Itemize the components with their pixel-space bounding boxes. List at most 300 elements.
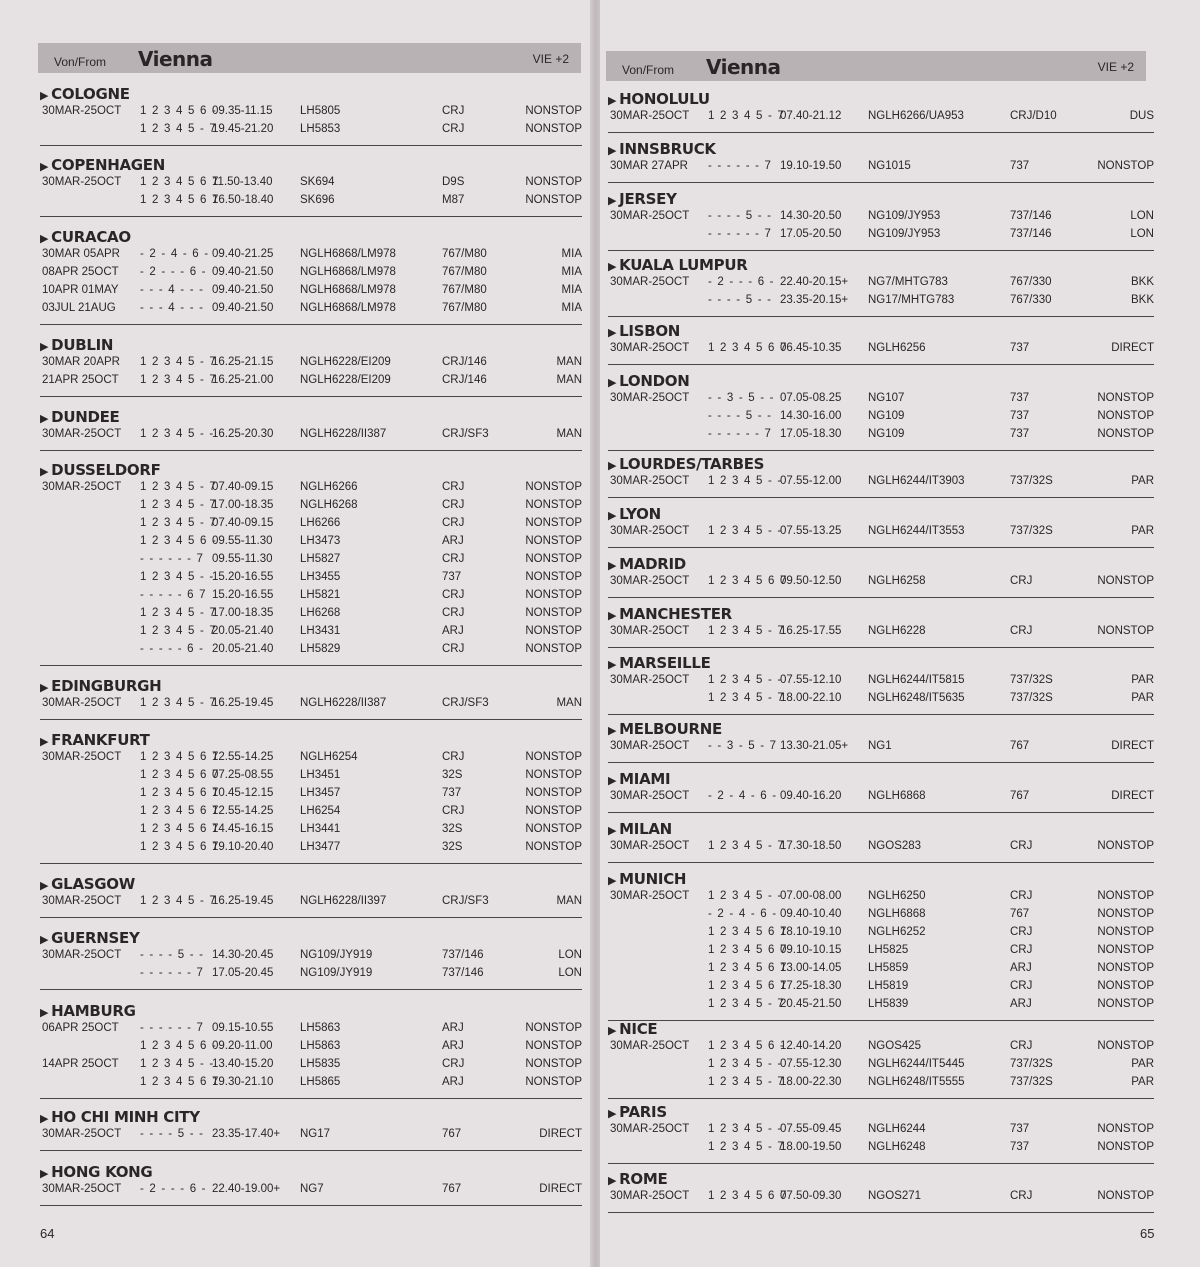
validity-period: 30MAR-25OCT (610, 840, 690, 852)
destination-label: DUSSELDORF (51, 461, 161, 479)
aircraft-type: CRJ (442, 517, 465, 529)
departure-arrival-times: 14.45-16.15 (212, 823, 274, 835)
destination-block (608, 720, 1154, 763)
destination-label: MARSEILLE (619, 654, 711, 672)
aircraft-type: CRJ (1010, 840, 1033, 852)
aircraft-type: CRJ (1010, 1190, 1033, 1202)
validity-period: 30MAR 27APR (610, 160, 688, 172)
operating-days: 1 2 3 4 5 - 7 (708, 110, 785, 122)
flight-number: NG107 (868, 392, 905, 404)
triangle-bullet-icon: ▶ (40, 1167, 49, 1180)
operating-days: - - 3 - 5 - 7 (708, 740, 778, 752)
operating-days: 1 2 3 4 5 - 7 (140, 607, 217, 619)
departure-arrival-times: 19.10-19.50 (780, 160, 842, 172)
departure-arrival-times: 17.00-18.35 (212, 607, 274, 619)
routing: NONSTOP (525, 481, 582, 493)
routing: NONSTOP (525, 194, 582, 206)
destination-block (608, 256, 1154, 317)
departure-arrival-times: 17.05-20.45 (212, 967, 274, 979)
destination-block (608, 455, 1154, 498)
flight-row (608, 998, 1154, 1016)
departure-arrival-times: 09.40-10.40 (780, 908, 842, 920)
flight-number: NGOS425 (868, 1040, 922, 1052)
aircraft-type: 767 (442, 1128, 462, 1140)
departure-arrival-times: 14.30-20.50 (780, 210, 842, 222)
destination-name (40, 228, 131, 246)
aircraft-type: CRJ/146 (442, 356, 487, 368)
left-page (0, 0, 592, 1267)
routing: NONSTOP (525, 499, 582, 511)
destination-block (608, 90, 1154, 133)
validity-period: 30MAR-25OCT (610, 674, 690, 686)
destination-block (608, 1170, 1154, 1213)
aircraft-type: CRJ (1010, 575, 1033, 587)
triangle-bullet-icon: ▶ (40, 412, 49, 425)
operating-days: 1 2 3 4 5 6 7 (708, 342, 788, 354)
destination-block (608, 555, 1154, 598)
departure-arrival-times: 09.15-10.55 (212, 1022, 274, 1034)
validity-period: 30MAR-25OCT (610, 525, 690, 537)
destination-block (608, 140, 1154, 183)
destination-label: DUNDEE (51, 408, 120, 426)
operating-days: 1 2 3 4 5 6 7 (140, 1076, 220, 1088)
flight-row (40, 481, 582, 499)
validity-period: 30MAR-25OCT (610, 1190, 690, 1202)
routing: NONSTOP (1097, 1040, 1154, 1052)
departure-arrival-times: 20.45-21.50 (780, 998, 842, 1010)
flight-number: NGLH6248 (868, 1141, 926, 1153)
routing: LON (1130, 210, 1154, 222)
routing: DIRECT (1111, 790, 1154, 802)
validity-period: 30MAR-25OCT (42, 1183, 122, 1195)
destination-name (40, 408, 120, 426)
departure-arrival-times: 07.55-12.10 (780, 674, 842, 686)
routing: PAR (1131, 525, 1154, 537)
origin-city: Vienna (138, 47, 213, 71)
aircraft-type: 767/330 (1010, 276, 1052, 288)
flight-row (40, 751, 582, 769)
operating-days: 1 2 3 4 5 - 7 (708, 625, 785, 637)
flight-number: NG7 (300, 1183, 324, 1195)
validity-period: 30MAR-25OCT (42, 697, 122, 709)
operating-days: 1 2 3 4 5 6 7 (140, 823, 220, 835)
flight-row (40, 589, 582, 607)
destination-block (40, 929, 582, 990)
routing: MIA (561, 302, 582, 314)
aircraft-type: CRJ (442, 643, 465, 655)
departure-arrival-times: 07.00-08.00 (780, 890, 842, 902)
destination-block (40, 228, 582, 325)
routing: BKK (1130, 294, 1154, 306)
routing: NONSTOP (1097, 926, 1154, 938)
operating-days: 1 2 3 4 5 - - (708, 674, 783, 686)
routing: PAR (1131, 475, 1154, 487)
validity-period: 03JUL 21AUG (42, 302, 116, 314)
departure-arrival-times: 20.05-21.40 (212, 625, 274, 637)
destination-block (608, 505, 1154, 548)
aircraft-type: CRJ/SF3 (442, 697, 489, 709)
routing: LON (1130, 228, 1154, 240)
operating-days: 1 2 3 4 5 - - (708, 1123, 783, 1135)
validity-period: 30MAR-25OCT (610, 276, 690, 288)
validity-period: 30MAR-25OCT (610, 342, 690, 354)
routing: NONSTOP (525, 769, 582, 781)
flight-row (608, 790, 1154, 808)
flight-row (40, 499, 582, 517)
flight-number: NG109/JY953 (868, 228, 941, 240)
routing: NONSTOP (525, 105, 582, 117)
routing: NONSTOP (1097, 575, 1154, 587)
departure-arrival-times: 17.25-18.30 (780, 980, 842, 992)
departure-arrival-times: 07.25-08.55 (212, 769, 274, 781)
departure-arrival-times: 22.40-20.15+ (780, 276, 849, 288)
routing: NONSTOP (525, 176, 582, 188)
operating-days: 1 2 3 4 5 - 7 (140, 625, 217, 637)
operating-days: 1 2 3 4 5 - 7 (140, 374, 217, 386)
aircraft-type: CRJ (442, 553, 465, 565)
flight-number: LH3477 (300, 841, 341, 853)
flight-row (608, 980, 1154, 998)
operating-days: 1 2 3 4 5 6 7 (140, 176, 220, 188)
operating-days: - - - - 5 - - (708, 410, 773, 422)
flight-row (608, 228, 1154, 246)
operating-days: - - - - 5 - - (140, 1128, 205, 1140)
flight-row (40, 535, 582, 553)
departure-arrival-times: 16.25-20.30 (212, 428, 274, 440)
triangle-bullet-icon: ▶ (608, 1107, 617, 1120)
departure-arrival-times: 23.35-17.40+ (212, 1128, 281, 1140)
departure-arrival-times: 09.35-11.15 (212, 105, 273, 117)
destination-name (40, 85, 130, 103)
operating-days: 1 2 3 4 5 - 7 (708, 1141, 785, 1153)
operating-days: 1 2 3 4 5 - - (140, 1058, 215, 1070)
departure-arrival-times: 13.30-21.05+ (780, 740, 849, 752)
operating-days: 1 2 3 4 5 6 7 (140, 841, 220, 853)
flight-row (608, 1076, 1154, 1094)
triangle-bullet-icon: ▶ (608, 724, 617, 737)
departure-arrival-times: 07.55-13.25 (780, 525, 842, 537)
flight-number: NG1 (868, 740, 892, 752)
operating-days: 1 2 3 4 5 6 7 (708, 980, 788, 992)
destination-block (608, 870, 1154, 1021)
flight-number: NG109/JY919 (300, 949, 373, 961)
departure-arrival-times: 16.50-18.40 (212, 194, 274, 206)
destination-name (40, 1108, 200, 1126)
flight-row (40, 1040, 582, 1058)
routing: MAN (556, 356, 582, 368)
flight-row (40, 517, 582, 535)
routing: NONSTOP (525, 625, 582, 637)
validity-period: 30MAR-25OCT (610, 790, 690, 802)
routing: DUS (1129, 110, 1154, 122)
routing: DIRECT (1111, 740, 1154, 752)
operating-days: - 2 - 4 - 6 - (708, 790, 778, 802)
triangle-bullet-icon: ▶ (608, 774, 617, 787)
routing: MAN (556, 374, 582, 386)
destination-block (608, 322, 1154, 365)
routing: BKK (1130, 276, 1154, 288)
destination-block (40, 731, 582, 864)
flight-row (608, 525, 1154, 543)
validity-period: 10APR 01MAY (42, 284, 119, 296)
aircraft-type: 32S (442, 769, 463, 781)
aircraft-type: CRJ (442, 499, 465, 511)
destination-block (608, 605, 1154, 648)
validity-period: 30MAR-25OCT (42, 1128, 122, 1140)
aircraft-type: CRJ (442, 105, 465, 117)
departure-arrival-times: 12.55-14.25 (212, 751, 274, 763)
routing: NONSTOP (1097, 944, 1154, 956)
routing: NONSTOP (1097, 428, 1154, 440)
flight-number: NGLH6228/II387 (300, 697, 387, 709)
flight-number: NGLH6868/LM978 (300, 284, 396, 296)
routing: LON (558, 949, 582, 961)
flight-number: NGLH6244/IT5445 (868, 1058, 965, 1070)
flight-row (40, 805, 582, 823)
destination-label: COLOGNE (51, 85, 130, 103)
operating-days: 1 2 3 4 5 6 - (140, 1040, 217, 1052)
operating-days: 1 2 3 4 5 - 7 (140, 499, 217, 511)
destination-label: KUALA LUMPUR (619, 256, 748, 274)
operating-days: - - - - - 6 7 (140, 589, 207, 601)
flight-number: NG17/MHTG783 (868, 294, 955, 306)
flight-row (40, 1183, 582, 1201)
von-from-label: Von/From (54, 55, 107, 69)
flight-number: LH5865 (300, 1076, 341, 1088)
aircraft-type: CRJ (442, 481, 465, 493)
aircraft-type: 737 (1010, 410, 1030, 422)
flight-row (40, 123, 582, 141)
validity-period: 30MAR-25OCT (42, 428, 122, 440)
flight-row (40, 266, 582, 284)
validity-period: 30MAR-25OCT (42, 895, 122, 907)
flight-row (608, 1190, 1154, 1208)
aircraft-type: D9S (442, 176, 465, 188)
flight-row (40, 823, 582, 841)
validity-period: 21APR 25OCT (42, 374, 119, 386)
departure-arrival-times: 11.50-13.40 (212, 176, 273, 188)
flight-number: NGLH6250 (868, 890, 926, 902)
flight-number: NGLH6252 (868, 926, 926, 938)
triangle-bullet-icon: ▶ (608, 609, 617, 622)
triangle-bullet-icon: ▶ (608, 194, 617, 207)
aircraft-type: 767/M80 (442, 284, 487, 296)
triangle-bullet-icon: ▶ (608, 326, 617, 339)
aircraft-type: 737/146 (1010, 210, 1052, 222)
flight-row (40, 302, 582, 320)
destination-name (40, 677, 161, 695)
validity-period: 30MAR-25OCT (610, 1123, 690, 1135)
aircraft-type: CRJ (442, 123, 465, 135)
aircraft-type: CRJ/SF3 (442, 895, 489, 907)
routing: MAN (556, 428, 582, 440)
flight-number: NG1015 (868, 160, 911, 172)
destination-block (40, 408, 582, 451)
operating-days: 1 2 3 4 5 6 - (708, 1040, 785, 1052)
departure-arrival-times: 15.20-16.55 (212, 571, 274, 583)
aircraft-type: 767/M80 (442, 266, 487, 278)
departure-arrival-times: 07.40-09.15 (212, 481, 274, 493)
triangle-bullet-icon: ▶ (608, 459, 617, 472)
routing: DIRECT (1111, 342, 1154, 354)
destination-label: CURACAO (51, 228, 131, 246)
routing: NONSTOP (525, 1040, 582, 1052)
destination-block (40, 875, 582, 918)
departure-arrival-times: 09.40-16.20 (780, 790, 842, 802)
routing: NONSTOP (525, 1022, 582, 1034)
routing: NONSTOP (525, 517, 582, 529)
triangle-bullet-icon: ▶ (40, 89, 49, 102)
destination-block (608, 820, 1154, 863)
flight-number: LH3473 (300, 535, 341, 547)
flight-row (608, 926, 1154, 944)
validity-period: 14APR 25OCT (42, 1058, 119, 1070)
destination-block (40, 1108, 582, 1151)
aircraft-type: 767 (1010, 740, 1030, 752)
operating-days: - - - - - - 7 (140, 967, 205, 979)
routing: NONSTOP (1097, 1141, 1154, 1153)
destination-name (40, 156, 165, 174)
aircraft-type: CRJ (1010, 1040, 1033, 1052)
destination-name (608, 605, 732, 623)
flight-number: NGLH6248/IT5635 (868, 692, 965, 704)
triangle-bullet-icon: ▶ (608, 874, 617, 887)
aircraft-type: 737 (1010, 160, 1030, 172)
flight-number: NGLH6266/UA953 (868, 110, 964, 122)
operating-days: - 2 - - - 6 - (140, 1183, 207, 1195)
destination-name (40, 461, 161, 479)
operating-days: - - - - 5 - - (140, 949, 205, 961)
operating-days: 1 2 3 4 5 - - (140, 428, 215, 440)
validity-period: 30MAR-25OCT (42, 949, 122, 961)
routing: NONSTOP (1097, 625, 1154, 637)
aircraft-type: 32S (442, 823, 463, 835)
validity-period: 30MAR 05APR (42, 248, 120, 260)
destination-label: HAMBURG (51, 1002, 136, 1020)
routing: NONSTOP (1097, 1190, 1154, 1202)
flight-number: SK696 (300, 194, 335, 206)
destination-name (608, 1020, 657, 1038)
departure-arrival-times: 10.45-12.15 (212, 787, 274, 799)
flight-number: LH5835 (300, 1058, 341, 1070)
flight-number: NGLH6266 (300, 481, 358, 493)
aircraft-type: 737 (1010, 1123, 1030, 1135)
aircraft-type: CRJ/SF3 (442, 428, 489, 440)
destination-label: MIAMI (619, 770, 671, 788)
validity-period: 08APR 25OCT (42, 266, 119, 278)
destination-block (40, 461, 582, 666)
flight-number: NGLH6868/LM978 (300, 302, 396, 314)
aircraft-type: 737 (442, 787, 462, 799)
destination-block (608, 654, 1154, 715)
routing: NONSTOP (1097, 980, 1154, 992)
flight-row (40, 841, 582, 859)
aircraft-type: 737/146 (1010, 228, 1052, 240)
departure-arrival-times: 23.35-20.15+ (780, 294, 849, 306)
aircraft-type: 737 (1010, 392, 1030, 404)
triangle-bullet-icon: ▶ (40, 340, 49, 353)
right-page (600, 0, 1200, 1267)
routing: MAN (556, 895, 582, 907)
triangle-bullet-icon: ▶ (40, 879, 49, 892)
flight-number: LH6268 (300, 607, 341, 619)
destination-label: PARIS (619, 1103, 667, 1121)
operating-days: 1 2 3 4 5 6 - (140, 535, 217, 547)
flight-number: NGLH6256 (868, 342, 926, 354)
flight-row (608, 210, 1154, 228)
operating-days: 1 2 3 4 5 - 7 (140, 123, 217, 135)
triangle-bullet-icon: ▶ (608, 94, 617, 107)
routing: NONSTOP (525, 841, 582, 853)
destination-label: HO CHI MINH CITY (51, 1108, 200, 1126)
aircraft-type: ARJ (442, 535, 464, 547)
validity-period: 30MAR-25OCT (610, 475, 690, 487)
flight-number: NGLH6258 (868, 575, 926, 587)
flight-number: LH3457 (300, 787, 341, 799)
flight-row (40, 374, 582, 392)
destination-label: EDINGBURGH (51, 677, 162, 695)
aircraft-type: ARJ (1010, 998, 1032, 1010)
flight-row (608, 625, 1154, 643)
aircraft-type: ARJ (442, 1040, 464, 1052)
aircraft-type: CRJ (1010, 625, 1033, 637)
aircraft-type: 737/32S (1010, 674, 1053, 686)
departure-arrival-times: 20.05-21.40 (212, 643, 274, 655)
operating-days: 1 2 3 4 5 6 7 (140, 751, 220, 763)
routing: PAR (1131, 1076, 1154, 1088)
flight-row (608, 1141, 1154, 1159)
aircraft-type: CRJ (1010, 944, 1033, 956)
departure-arrival-times: 16.25-19.45 (212, 697, 274, 709)
validity-period: 30MAR-25OCT (42, 751, 122, 763)
aircraft-type: ARJ (1010, 962, 1032, 974)
flight-row (608, 342, 1154, 360)
departure-arrival-times: 16.25-19.45 (212, 895, 274, 907)
operating-days: 1 2 3 4 5 - 7 (708, 692, 785, 704)
flight-number: NGLH6868/LM978 (300, 266, 396, 278)
validity-period: 30MAR-25OCT (42, 105, 122, 117)
departure-arrival-times: 07.40-09.15 (212, 517, 274, 529)
routing: NONSTOP (525, 643, 582, 655)
destination-label: LYON (619, 505, 661, 523)
destination-name (608, 90, 710, 108)
aircraft-type: 737/146 (442, 949, 484, 961)
flight-number: NGLH6228/EI209 (300, 356, 391, 368)
aircraft-type: CRJ (442, 589, 465, 601)
operating-days: 1 2 3 4 5 6 7 (140, 769, 220, 781)
flight-row (608, 1058, 1154, 1076)
flight-row (40, 1022, 582, 1040)
flight-row (608, 944, 1154, 962)
validity-period: 30MAR-25OCT (610, 210, 690, 222)
flight-number: LH5819 (868, 980, 909, 992)
flight-row (40, 1076, 582, 1094)
triangle-bullet-icon: ▶ (608, 509, 617, 522)
destination-label: FRANKFURT (51, 731, 150, 749)
flight-row (40, 787, 582, 805)
operating-days: - - - - - - 7 (708, 428, 773, 440)
destination-block (40, 85, 582, 146)
flight-number: LH5825 (868, 944, 909, 956)
page-number: 65 (1140, 1226, 1155, 1241)
destination-block (40, 156, 582, 217)
routing: MIA (561, 266, 582, 278)
destination-name (608, 455, 764, 473)
aircraft-type: 737 (1010, 428, 1030, 440)
departure-arrival-times: 09.40-21.25 (212, 248, 274, 260)
aircraft-type: 767 (1010, 790, 1030, 802)
destination-label: LONDON (619, 372, 690, 390)
